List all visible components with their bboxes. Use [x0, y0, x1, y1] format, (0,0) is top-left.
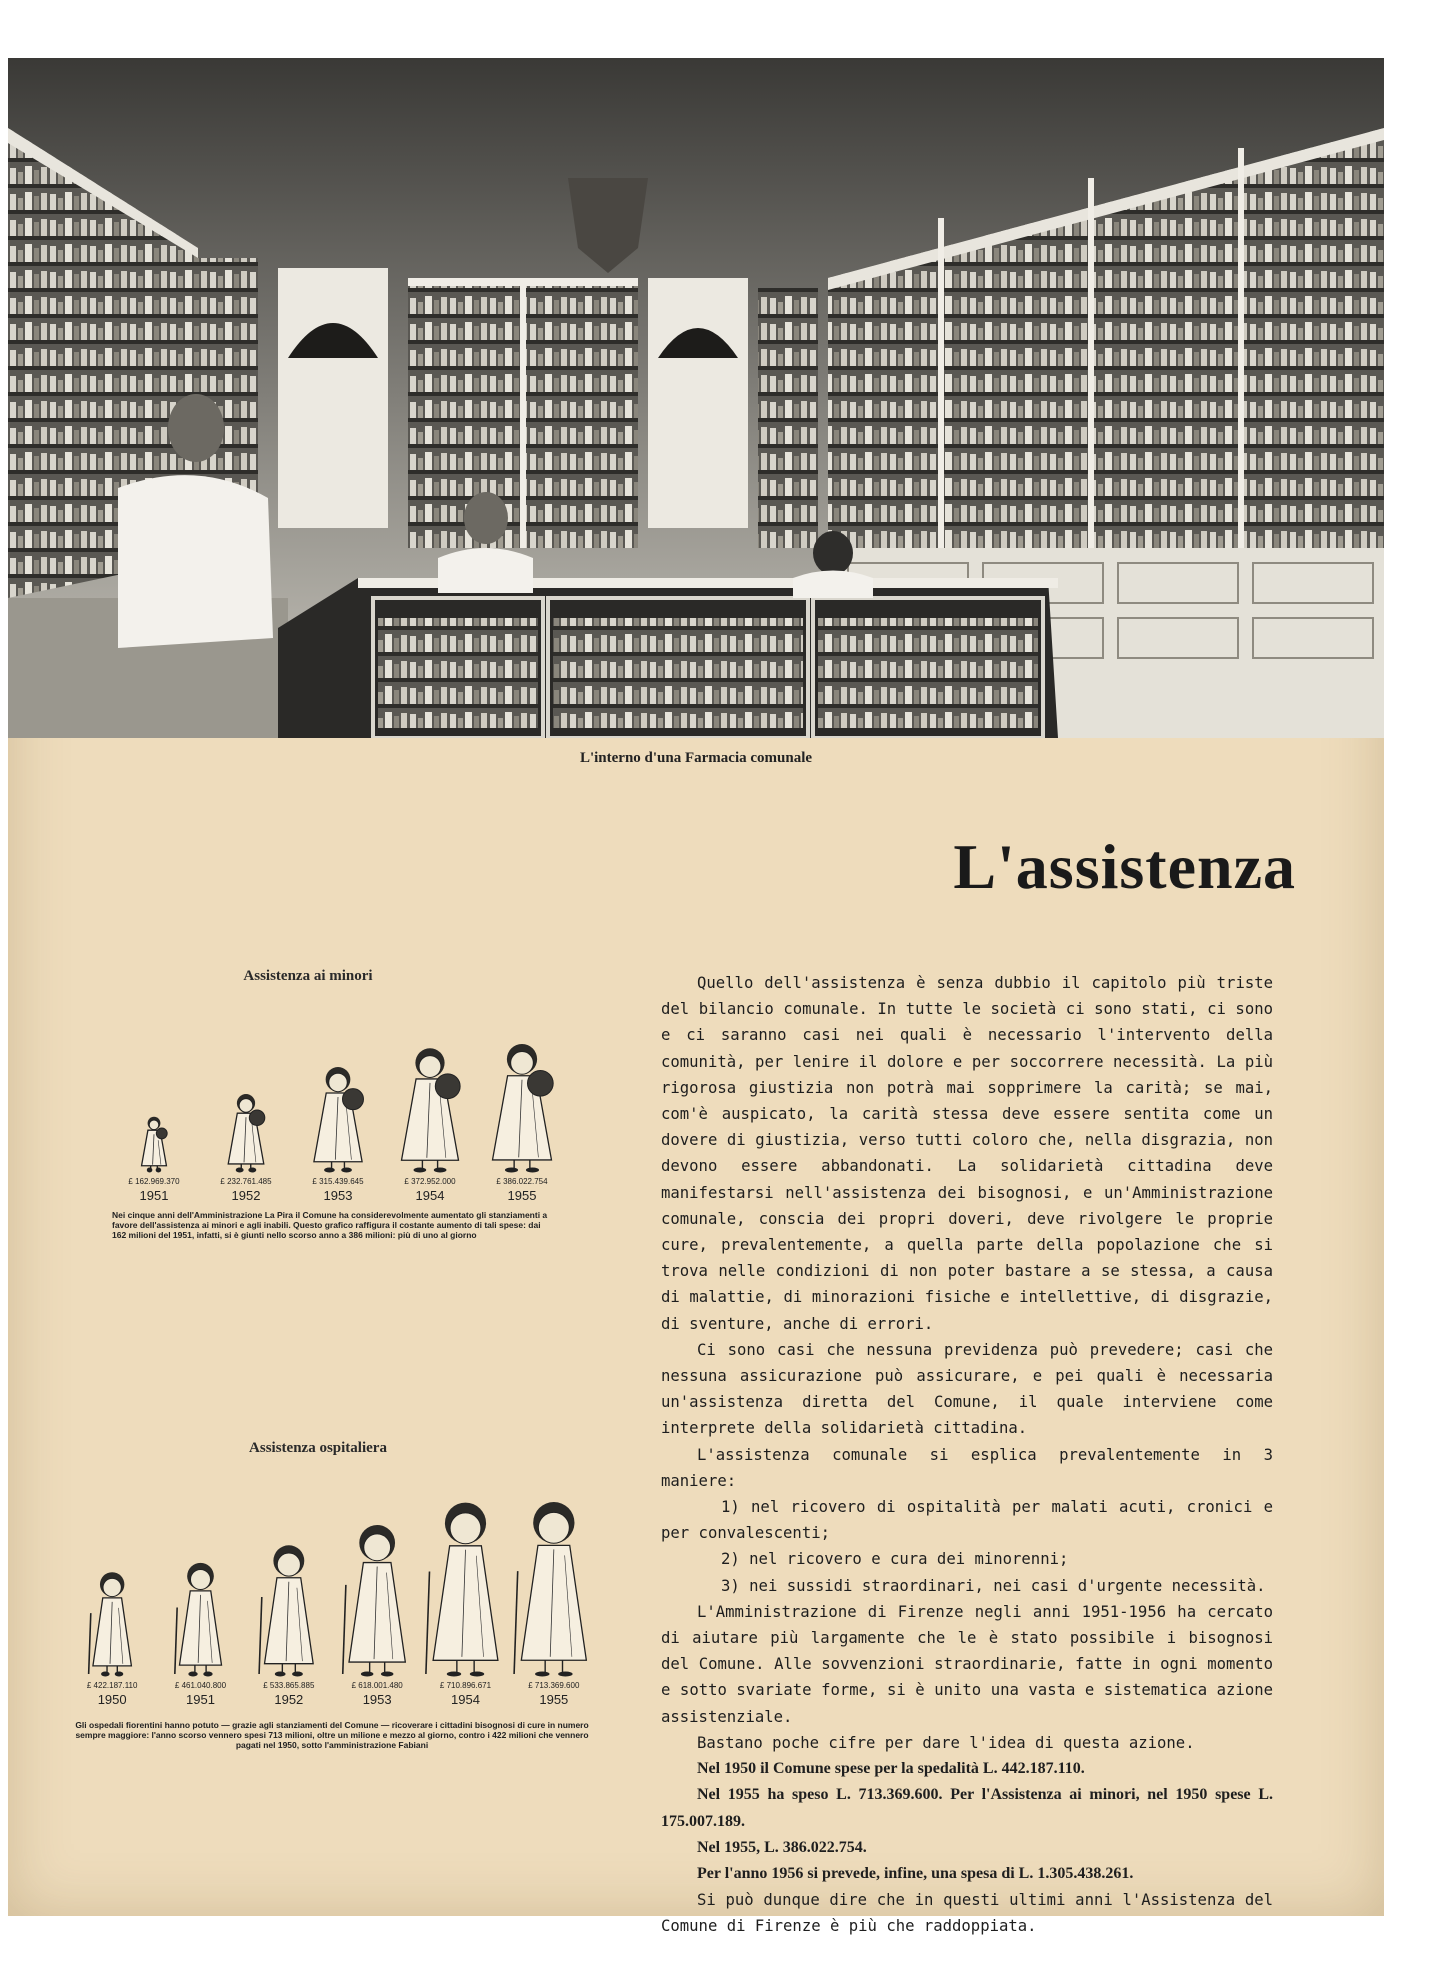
value-label: £ 422.187.110 — [86, 1681, 138, 1690]
pictogram-figure — [314, 1067, 364, 1172]
year-label: 1951 — [139, 1188, 169, 1203]
magazine-page — [8, 58, 1384, 1936]
article-paragraph: L'assistenza comunale si esplica prevalentemente in 3 maniere: — [661, 1445, 1273, 1490]
year-label: 1952 — [274, 1692, 304, 1707]
minori-chart-caption: Nei cinque anni dell'Amministrazione La Pira il Comune ha considerevolmente aumentato gli stanziamenti a favore dell'assistenza ai minori e agli inabili. Questo grafico raffigura il costante aumento di tali spese: dai 162 milioni del 1951, infatti, si è giunti nello scorso anno a 386 milioni: più di uno al giorno — [112, 1210, 548, 1240]
page-title: L'assistenza — [953, 831, 1296, 902]
year-label: 1953 — [362, 1692, 392, 1707]
ospitaliera-chart-title: Assistenza ospitaliera — [249, 1440, 387, 1456]
pictogram-figure — [402, 1048, 461, 1172]
value-label: £ 386.022.754 — [496, 1177, 548, 1186]
value-label: £ 315.439.645 — [312, 1177, 364, 1186]
value-label: £ 162.969.370 — [128, 1177, 180, 1186]
article-paragraph: Per l'anno 1956 si prevede, infine, una spesa di L. 1.305.438.261. — [697, 1864, 1134, 1882]
article-paragraph: Bastano poche cifre per dare l'idea di questa azione. — [697, 1733, 1195, 1752]
article-paragraph: 2) nel ricovero e cura dei minorenni; — [721, 1550, 1069, 1569]
article-paragraph: Si può dunque dire che in questi ultimi anni l'Assistenza del Comune di Firenze è più che raddoppiata. — [661, 1891, 1273, 1936]
article-body — [661, 970, 1273, 1940]
year-label: 1951 — [186, 1692, 215, 1707]
article-paragraph: Ci sono casi che nessuna previdenza può prevedere; casi che nessuna assicurazione può assicurare, e pei quali è necessaria un'assistenza diretta del Comune, il quale interviene come interprete della solidarietà cittadina. — [661, 1340, 1273, 1438]
pictogram-figure — [259, 1545, 313, 1676]
year-label: 1953 — [323, 1188, 353, 1203]
pharmacy-photo — [8, 58, 1384, 738]
value-label: £ 232.761.485 — [220, 1177, 272, 1186]
pictogram-figure — [175, 1563, 222, 1677]
value-label: £ 461.040.800 — [174, 1681, 227, 1690]
year-label: 1952 — [231, 1188, 261, 1203]
pictogram-figure — [343, 1525, 406, 1677]
value-label: £ 533.865.885 — [263, 1681, 315, 1690]
article-paragraph: Nel 1955 ha speso L. 713.369.600. Per l'Assistenza ai minori, nel 1950 spese L. 175.007.189. — [661, 1786, 1273, 1830]
year-label: 1954 — [451, 1692, 480, 1707]
minori-pictogram-chart — [108, 1018, 568, 1208]
pictogram-figure — [89, 1572, 132, 1676]
article-paragraph: L'Amministrazione di Firenze negli anni 1951-1956 ha cercato di aiutare più largamente che le è stato possibile i bisognosi del Comune. Alle sovvenzioni straordinarie, fatte in ogni momento e sotto svariate forme, si è unito una vasta e sistematica azione assistenziale. — [661, 1602, 1273, 1726]
ospitaliera-chart-caption: Gli ospedali fiorentini hanno potuto — grazie agli stanziamenti del Comune — ricoverare i cittadini bisognosi di cure in numero sempre maggiore: l'anno scorso vennero spesi 713 milioni, oltre un milione e mezzo al giorno, contro i 422 milioni che vennero pagati nel 1950, sotto l'amministrazione Fabiani — [75, 1720, 589, 1750]
year-label: 1955 — [539, 1692, 569, 1707]
pictogram-figure — [426, 1503, 498, 1677]
value-label: £ 713.369.600 — [528, 1681, 580, 1690]
article-paragraph: 3) nei sussidi straordinari, nei casi d'urgente necessità. — [721, 1576, 1266, 1595]
pharmacy-photo-illustration — [8, 58, 1384, 738]
minori-chart-title: Assistenza ai minori — [243, 968, 373, 984]
value-label: £ 710.896.671 — [439, 1681, 492, 1690]
pictogram-figure — [514, 1502, 586, 1677]
article-paragraph: Quello dell'assistenza è senza dubbio il capitolo più triste del bilancio comunale. In tutte le società ci sono stati, ci sono e ci saranno casi nei quali è necessario l'intervento della comunità, per lenire il dolore e per soccorrere necessità. La più rigorosa giustizia non potrà mai sopprimere la carità; se mai, com'è auspicato, la carità stessa deve essere sentita come un dovere di giustizia, verso tutti coloro che, nella disgrazia, non devono essere abbandonati. La solidarietà cittadina deve manifestarsi nell'assistenza dei bisognosi, e un'Amministrazione comunale, conscia dei propri doveri, deve rivolgere le proprie cure, prevalentemente, a quella parte della popolazione che si trova nelle condizioni di non poter bastare a se stessa, a causa di malattie, di minorazioni fisiche e intellettive, di disgrazie, di sventure, anche di errori. — [661, 974, 1273, 1333]
article-paragraph: Nel 1955, L. 386.022.754. — [697, 1838, 867, 1856]
value-label: £ 618.001.480 — [351, 1681, 403, 1690]
pictogram-figure — [228, 1094, 265, 1172]
pictogram-figure — [493, 1044, 554, 1173]
article-paragraph: Nel 1950 il Comune spese per la spedalità L. 442.187.110. — [697, 1760, 1085, 1778]
year-label: 1950 — [97, 1692, 127, 1707]
photo-caption: L'interno d'una Farmacia comunale — [579, 750, 813, 766]
value-label: £ 372.952.000 — [404, 1177, 456, 1186]
year-label: 1955 — [507, 1188, 537, 1203]
year-label: 1954 — [415, 1188, 445, 1203]
pictogram-figure — [142, 1117, 168, 1173]
ospitaliera-pictogram-chart — [68, 1488, 598, 1712]
article-paragraph: 1) nel ricovero di ospitalità per malati acuti, cronici e per convalescenti; — [661, 1498, 1273, 1543]
